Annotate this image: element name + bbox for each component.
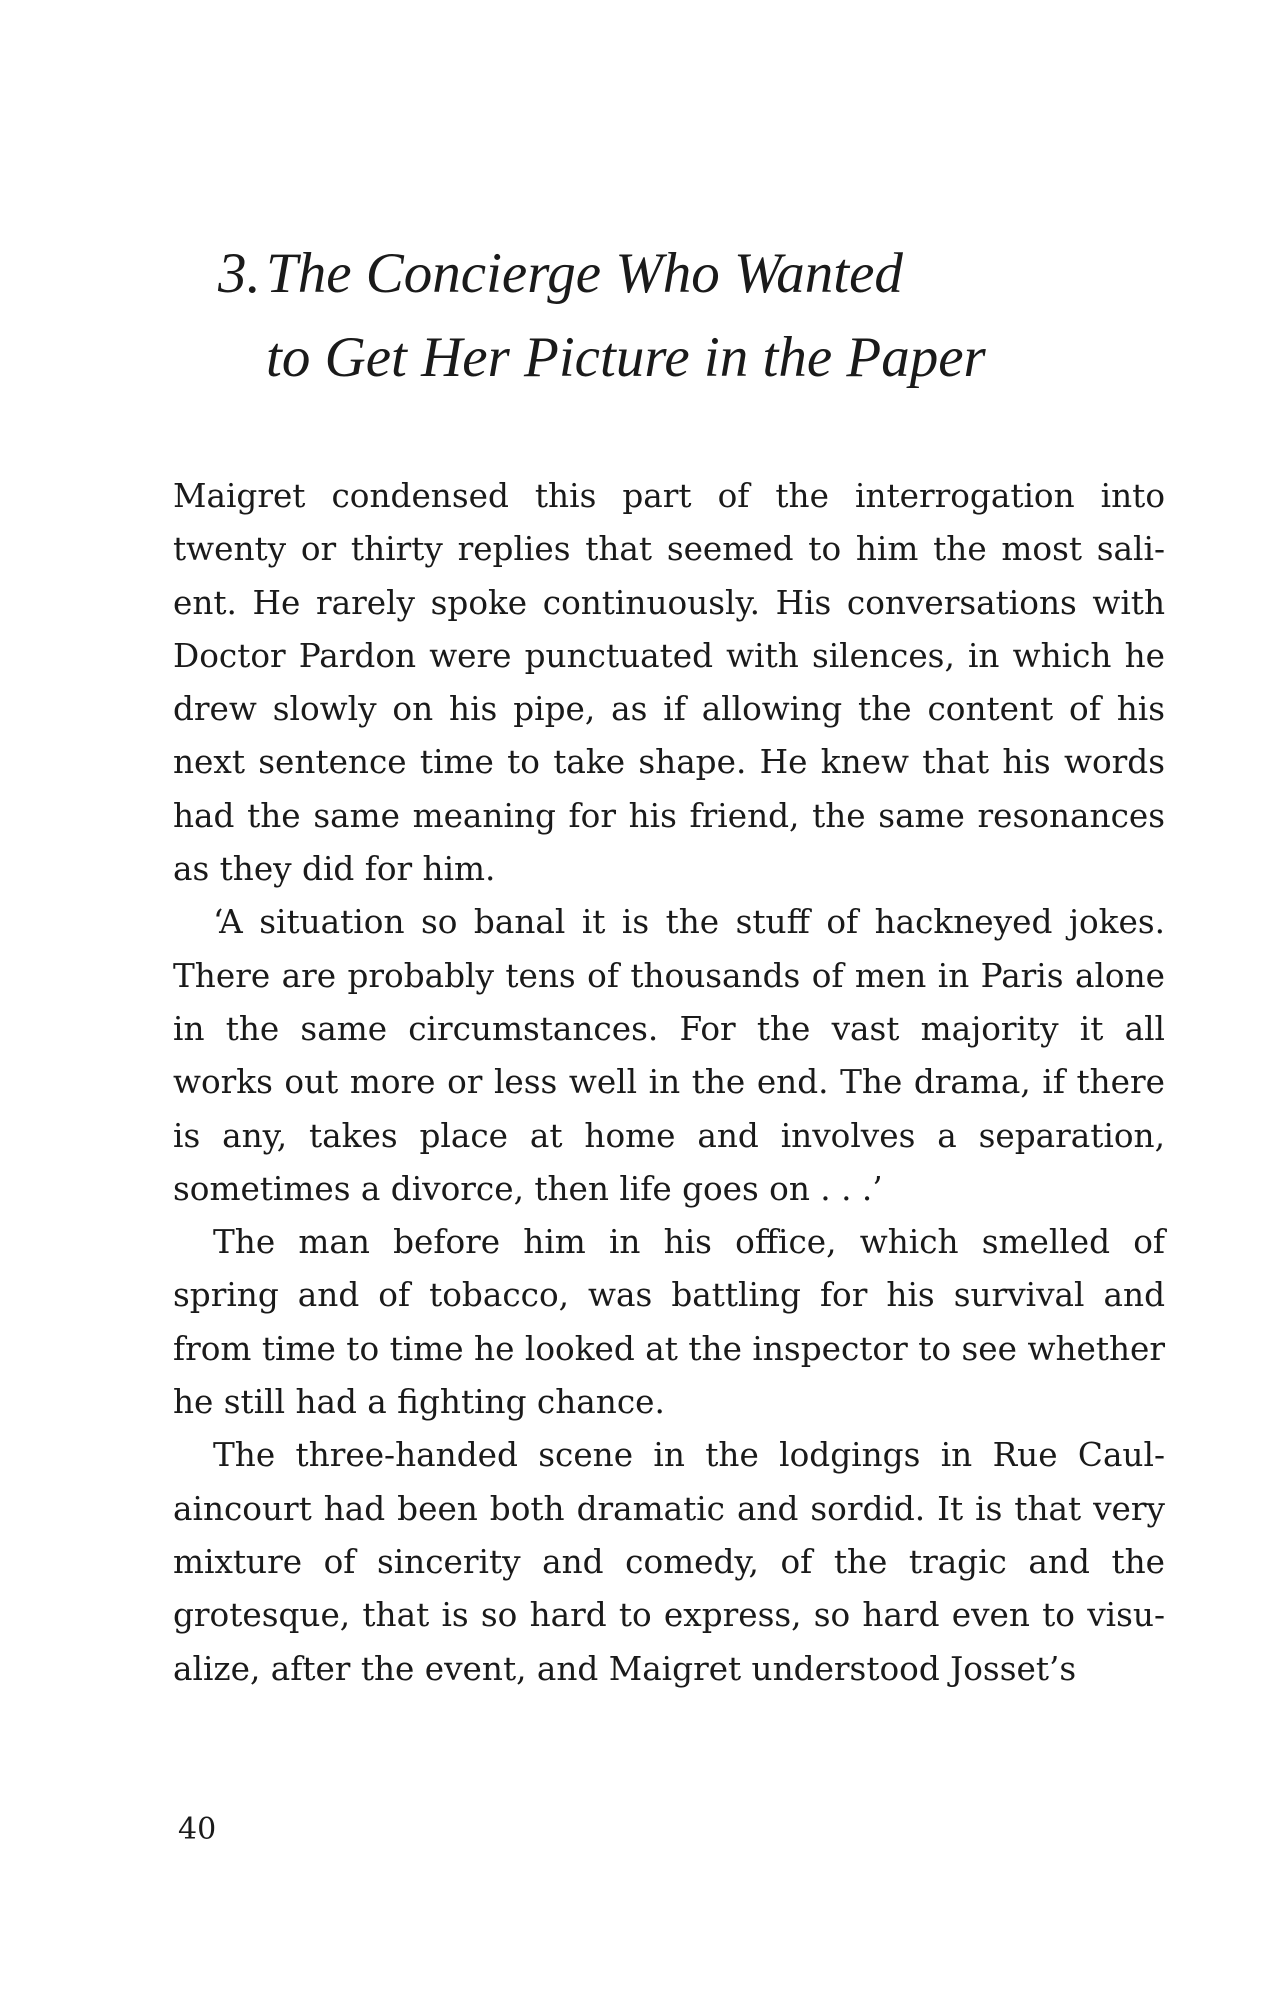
chapter-number: 3. bbox=[218, 242, 261, 305]
paragraph-1: Maigret condensed this part of the interrogation into twenty or thirty replies that seemed to him the most salient. He rarely spoke continuously. His conversations with Doctor Pardon were punctuated with silences, in which he drew slowly on his pipe, as if allowing the content of his next sentence time to take shape. He knew that his words had the same meaning for his friend, the same resonances as they did for him. bbox=[173, 477, 1165, 889]
body-text bbox=[173, 470, 1165, 1696]
paragraph-4: The three-handed scene in the lodgings in Rue Caulaincourt had been both dramatic and sordid. It is that very mixture of sincerity and comedy, of the tragic and the grotesque, that is so hard to express, so hard even to visualize, after the event, and Maigret understood Josset’s bbox=[173, 1436, 1165, 1688]
chapter-title bbox=[218, 232, 986, 400]
paragraph-3: The man before him in his office, which smelled of spring and of tobacco, was battling for his survival and from time to time he looked at the inspector to see whether he still had a fighting chance. bbox=[173, 1223, 1165, 1422]
chapter-title-text-1: The Concierge Who Wanted bbox=[266, 242, 903, 305]
page-number: 40 bbox=[178, 1812, 217, 1847]
chapter-title-line-2: to Get Her Picture in the Paper bbox=[266, 326, 986, 389]
paragraph-2: ‘A situation so banal it is the stuff of hackneyed jokes. There are probably tens of thousands of men in Paris alone in the same circumstances. For the vast majority it all works out more or less well in the end. The drama, if there is any, takes place at home and involves a separation, sometimes a divorce, then life goes on . . .’ bbox=[173, 903, 1165, 1208]
chapter-title-line-1 bbox=[218, 232, 986, 316]
